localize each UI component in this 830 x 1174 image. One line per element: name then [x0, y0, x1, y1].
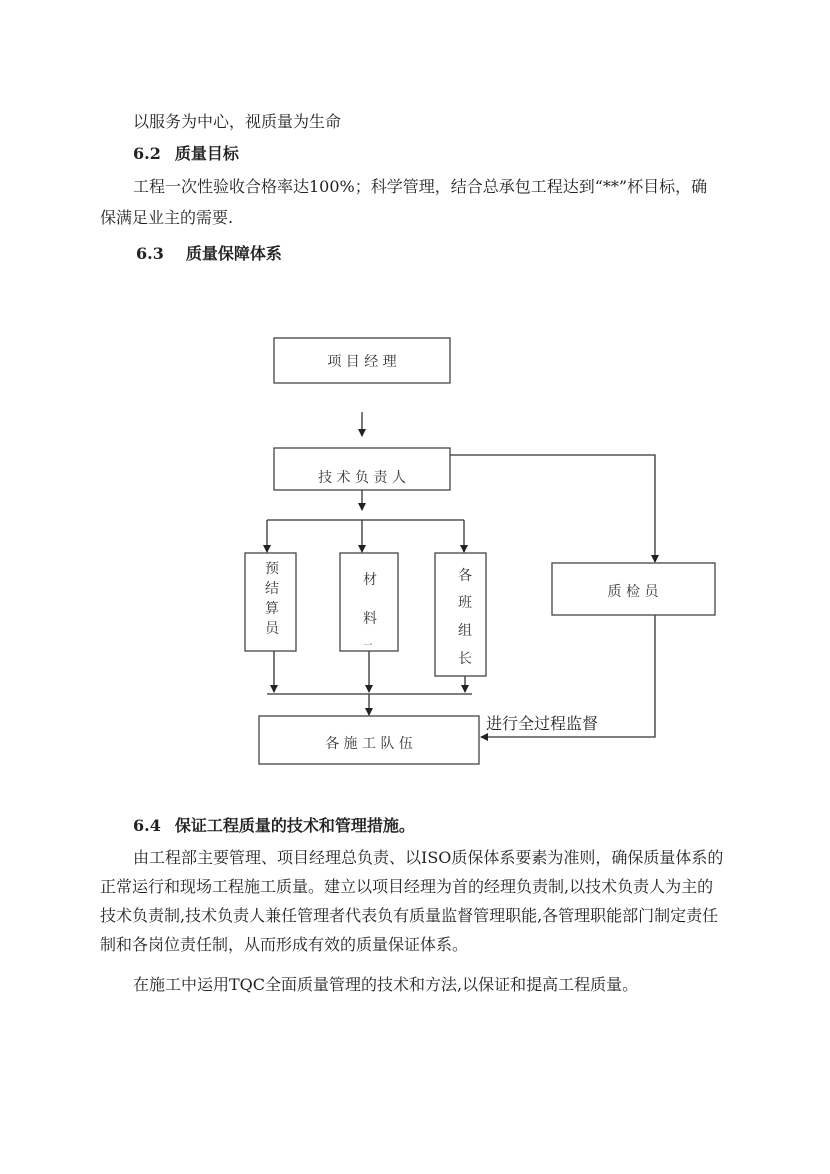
label-materials: 料 [363, 611, 377, 627]
label-team-leaders: 长 [458, 651, 472, 667]
body-line: 技术负责制,技术负责人兼任管理者代表负有质量监督管理职能,各管理职能部门制定责任 [100, 906, 719, 925]
body-line: 保满足业主的需要. [100, 208, 234, 227]
label-quality-inspector: 质 检 员 [607, 584, 659, 600]
supervision-note: 进行全过程监督 [486, 714, 599, 733]
label-team-leaders: 班 [458, 595, 472, 611]
body-line: 由工程部主要管理、项目经理总负责、以ISO质保体系要素为准则，确保质量体系的 [133, 848, 724, 867]
section-title: 保证工程质量的技术和管理措施。 [174, 816, 415, 835]
section-number: 6.2 [133, 144, 161, 163]
section-title: 质量目标 [174, 144, 239, 163]
body-line: 在施工中运用TQC全面质量管理的技术和方法,以保证和提高工程质量。 [133, 975, 639, 994]
section-number: 6.3 [136, 244, 164, 263]
label-technical-lead: 技 术 负 责 人 [318, 470, 406, 486]
label-budget-clerk: 结 [265, 581, 279, 597]
label-project-manager: 项 目 经 理 [327, 354, 397, 370]
label-team-leaders: 组 [458, 623, 472, 639]
section-title: 质量保障体系 [185, 244, 282, 263]
label-materials: 材 [363, 572, 377, 588]
label-team-leaders: 各 [458, 568, 472, 584]
box-materials [340, 553, 398, 651]
label-construction-teams: 各 施 工 队 伍 [325, 736, 413, 752]
body-line: 正常运行和现场工程施工质量。建立以项目经理为首的经理负责制,以技术负责人为主的 [100, 877, 714, 896]
intro-line: 以服务为中心，视质量为生命 [133, 112, 342, 131]
body-line: 制和各岗位责任制，从而形成有效的质量保证体系。 [100, 935, 469, 954]
label-materials: 一 [363, 641, 373, 651]
body-line: 工程一次性验收合格率达100%；科学管理，结合总承包工程达到“**”杯目标，确 [133, 177, 708, 196]
section-number: 6.4 [133, 816, 161, 835]
connector-tech-to-inspector [450, 455, 655, 562]
label-budget-clerk: 算 [265, 601, 279, 617]
heading-6-4 [133, 816, 415, 836]
label-budget-clerk: 预 [265, 561, 279, 577]
label-budget-clerk: 员 [265, 621, 279, 637]
